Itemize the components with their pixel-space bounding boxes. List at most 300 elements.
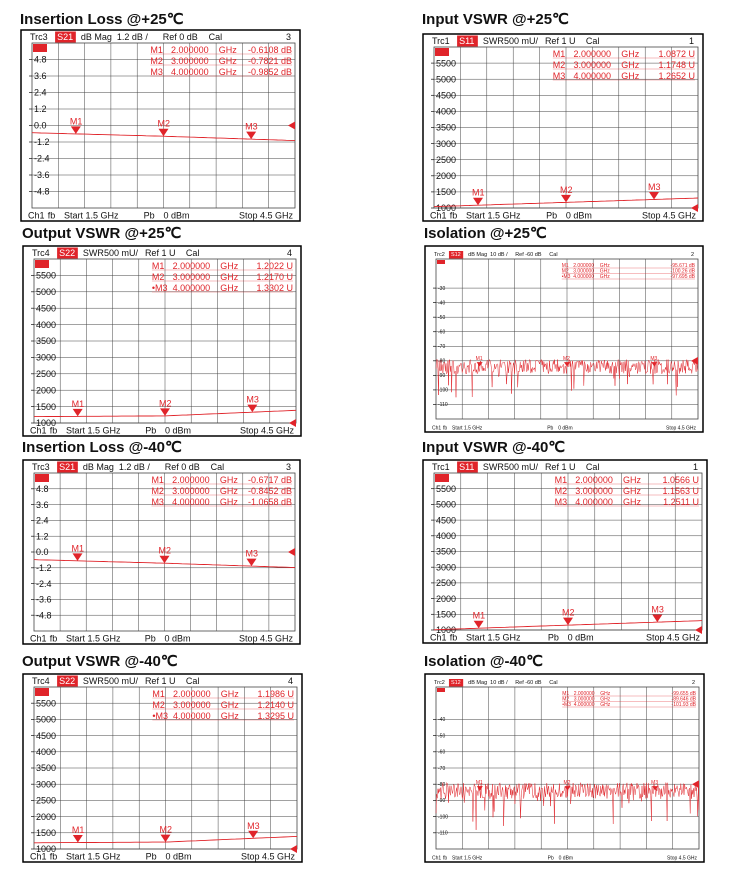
y-tick-label: 3500 [36, 336, 57, 347]
marker-readout-unit: GHz [220, 700, 239, 710]
y-tick-label: -80 [438, 781, 446, 788]
header-field: 10 dB / [490, 252, 508, 258]
vna-chart [22, 673, 303, 863]
marker-readout-name: M3 [552, 71, 566, 81]
y-tick-label: 2500 [36, 795, 57, 806]
marker-readout-name: M2 [151, 486, 164, 496]
marker-readout-unit: GHz [600, 696, 611, 703]
channel-number: 1 [692, 462, 698, 472]
footer-stop: Stop 4.5 GHz [645, 632, 700, 643]
chart-panel [20, 10, 316, 222]
trace-param: S12 [450, 252, 461, 258]
footer-stop: Stop 4.5 GHz [666, 855, 697, 862]
header-field: 500 mU/ [503, 36, 539, 46]
marker-readout-name: M1 [554, 475, 568, 485]
footer-start: Start 1.5 GHz [452, 855, 483, 862]
header-field: Cal [210, 462, 225, 472]
chart-panel [424, 224, 716, 436]
header-field: Ref 1 U [144, 676, 176, 686]
y-tick-label: -1.2 [36, 562, 52, 573]
y-tick-label: 3000 [436, 562, 457, 573]
marker-readout-freq: 3.000000 [172, 486, 210, 496]
y-tick-label: 4500 [436, 90, 457, 101]
marker-readout-value: -0.9852 dB [247, 67, 292, 77]
chart-panel [422, 10, 714, 222]
y-tick-label: 5500 [36, 698, 57, 709]
marker-readout-name: M3 [150, 67, 163, 77]
y-tick-label: -40 [438, 300, 446, 307]
marker-readout-freq: 3.000000 [173, 700, 211, 710]
y-tick-label: 2500 [436, 578, 457, 589]
vna-chart [22, 245, 302, 437]
marker-readout-value: -99.655 dB [671, 691, 696, 697]
marker-readout-freq: 4.000000 [573, 702, 595, 708]
marker-readout-freq: 4.000000 [172, 283, 211, 293]
marker-readout-name: M1 [562, 691, 570, 697]
marker-readout-unit: GHz [623, 475, 641, 485]
y-tick-label: 5000 [436, 499, 457, 510]
footer-power: 0 dBm [558, 855, 574, 862]
chart-title: Output VSWR @-40℃ [22, 653, 178, 670]
header-field: Ref -60 dB [515, 252, 542, 258]
active-trace-badge [33, 44, 47, 52]
marker-readout-unit: GHz [220, 711, 239, 721]
footer-power-label: Pb [547, 855, 554, 862]
footer-power: 0 dBm [565, 210, 592, 221]
y-tick-label: 1500 [36, 401, 57, 412]
header-field: Cal [549, 252, 558, 258]
header-field: Cal [549, 680, 558, 686]
header-field: Trc1 [432, 462, 450, 472]
chart-title: Output VSWR @+25℃ [22, 225, 182, 242]
trace-param: S22 [59, 248, 76, 258]
y-tick-label: 2000 [436, 170, 457, 181]
trace-param: S21 [59, 462, 76, 472]
header-field: Ref 0 dB [164, 462, 200, 472]
marker-readout-unit: GHz [599, 263, 610, 269]
marker-readout-value: -101.93 dB [671, 702, 696, 708]
trace-param: S22 [59, 676, 76, 686]
marker-readout-value: -0.6717 dB [247, 475, 292, 485]
marker-label: M2 [159, 824, 173, 835]
marker-readout-unit: GHz [623, 497, 641, 507]
y-tick-label: 2000 [36, 811, 57, 822]
header-field: Trc2 [434, 680, 445, 686]
marker-readout-unit: GHz [219, 497, 238, 507]
header-field: Trc1 [432, 36, 450, 46]
header-field: Cal [585, 36, 600, 46]
y-tick-label: -4.8 [34, 186, 50, 197]
marker-label: M1 [475, 780, 483, 787]
marker-readout-freq: 3.000000 [575, 486, 613, 496]
footer-power: 0 dBm [164, 633, 191, 644]
marker-readout-name: M2 [554, 486, 568, 496]
channel-number: 4 [287, 676, 293, 686]
y-tick-label: 4500 [36, 303, 57, 314]
y-tick-label: -80 [438, 358, 446, 365]
marker-readout-name: •M3 [562, 702, 571, 708]
footer-channel: Ch1 [30, 851, 47, 862]
y-tick-label: -70 [438, 344, 446, 351]
marker-readout-value: 1.1748 U [658, 60, 695, 70]
chart-title: Input VSWR @-40℃ [422, 439, 566, 456]
footer-channel: Ch1 [30, 633, 47, 644]
chart-title: Isolation @-40℃ [424, 653, 543, 670]
marker-readout-name: M2 [561, 268, 569, 275]
y-tick-label: -2.4 [34, 153, 50, 164]
y-tick-label: -40 [438, 717, 446, 724]
marker-readout-name: M2 [552, 60, 566, 70]
marker-readout-freq: 3.000000 [171, 56, 209, 66]
chart-panel [22, 652, 314, 864]
marker-readout-value: 1.2170 U [256, 272, 293, 282]
marker-readout-freq: 4.000000 [575, 497, 613, 507]
header-field: Trc3 [32, 462, 50, 472]
active-trace-badge [437, 260, 445, 264]
marker-readout-name: M3 [151, 497, 164, 507]
marker-readout-freq: 2.000000 [575, 475, 613, 485]
marker-readout-name: M2 [151, 272, 165, 282]
y-tick-label: 4000 [36, 319, 57, 330]
vna-chart [22, 459, 301, 645]
y-tick-label: -100 [438, 387, 449, 394]
y-tick-label: 4000 [436, 106, 457, 117]
y-tick-label: 3.6 [34, 71, 47, 82]
footer-stop: Stop 4.5 GHz [240, 851, 295, 862]
y-tick-label: 4000 [436, 530, 457, 541]
header-field: dB Mag [468, 252, 488, 258]
footer-stop: Stop 4.5 GHz [665, 425, 696, 432]
marker-label: M3 [650, 356, 658, 363]
header-field: SWR [482, 462, 504, 472]
y-tick-label: -50 [438, 733, 446, 740]
y-tick-label: 0.0 [34, 120, 47, 131]
y-tick-label: -3.6 [34, 170, 50, 181]
chart-title: Insertion Loss @+25℃ [20, 11, 184, 28]
marker-readout-name: M1 [151, 475, 164, 485]
marker-readout-unit: GHz [599, 268, 610, 275]
vna-chart [424, 245, 704, 433]
marker-readout-freq: 2.000000 [172, 261, 211, 271]
y-tick-label: 4000 [36, 746, 57, 757]
footer-mode: fb [49, 425, 58, 436]
marker-label: M3 [245, 121, 258, 132]
footer-channel: Ch1 [432, 425, 442, 432]
chart-panel [424, 652, 716, 864]
y-tick-label: 1000 [436, 203, 457, 214]
marker-readout-freq: 3.000000 [172, 272, 211, 282]
marker-label: M2 [563, 356, 570, 363]
y-tick-label: -90 [438, 373, 446, 380]
footer-channel: Ch1 [28, 210, 45, 221]
y-tick-label: -70 [438, 765, 446, 772]
vna-chart [20, 29, 301, 222]
y-tick-label: 2000 [436, 593, 457, 604]
y-tick-label: -1.2 [34, 137, 50, 148]
chart-panel [22, 224, 312, 440]
marker-label: M3 [247, 820, 260, 831]
footer-power: 0 dBm [163, 210, 190, 221]
marker-readout-name: M2 [152, 700, 165, 710]
chart-panel [422, 438, 718, 646]
footer-start: Start 1.5 GHz [452, 425, 483, 432]
chart-title: Input VSWR @+25℃ [422, 11, 569, 28]
footer-start: Start 1.5 GHz [66, 851, 121, 862]
marker-readout-unit: GHz [621, 49, 640, 59]
marker-label: M2 [563, 780, 571, 787]
channel-number: 4 [286, 248, 292, 258]
marker-label: M1 [71, 543, 85, 554]
channel-number: 3 [285, 462, 291, 472]
marker-readout-value: -1.0658 dB [247, 497, 292, 507]
header-field: Cal [585, 462, 600, 472]
y-tick-label: -100 [438, 814, 449, 821]
y-tick-label: 1500 [436, 609, 457, 620]
channel-number: 2 [691, 680, 695, 686]
marker-readout-freq: 2.000000 [573, 49, 612, 59]
marker-readout-unit: GHz [623, 486, 641, 496]
y-tick-label: 3000 [36, 779, 57, 790]
y-tick-label: 0.0 [36, 547, 49, 558]
marker-readout-name: •M3 [561, 274, 571, 280]
header-field: dB Mag [82, 462, 114, 472]
y-tick-label: 2500 [36, 368, 57, 379]
marker-readout-unit: GHz [220, 272, 239, 282]
footer-mode: fb [449, 210, 458, 221]
marker-readout-value: 1.3302 U [256, 283, 293, 293]
y-tick-label: 5500 [436, 58, 457, 69]
marker-readout-unit: GHz [218, 67, 237, 77]
marker-readout-name: M1 [561, 263, 569, 269]
marker-readout-freq: 3.000000 [573, 268, 595, 275]
y-tick-label: -60 [438, 329, 446, 336]
footer-power-label: Pb [145, 851, 157, 862]
marker-readout-value: 1.0872 U [658, 49, 695, 59]
y-tick-label: -50 [438, 314, 446, 321]
marker-readout-unit: GHz [621, 71, 640, 81]
y-tick-label: 3.6 [36, 499, 49, 510]
footer-channel: Ch1 [30, 425, 47, 436]
marker-readout-unit: GHz [600, 702, 611, 708]
marker-readout-name: M1 [150, 45, 163, 55]
marker-readout-unit: GHz [219, 486, 238, 496]
marker-label: M1 [69, 116, 83, 127]
y-tick-label: 1000 [36, 844, 57, 855]
footer-start: Start 1.5 GHz [64, 210, 119, 221]
active-trace-badge [35, 474, 49, 482]
marker-readout-value: -97.695 dB [670, 274, 695, 280]
marker-readout-unit: GHz [220, 689, 239, 699]
marker-readout-value: 1.2140 U [257, 700, 294, 710]
y-tick-label: -110 [438, 830, 448, 837]
marker-label: M3 [648, 181, 661, 192]
header-field: Trc4 [32, 676, 50, 686]
footer-power: 0 dBm [165, 851, 192, 862]
y-tick-label: 3500 [36, 763, 57, 774]
footer-channel: Ch1 [430, 632, 447, 643]
channel-number: 2 [690, 252, 694, 258]
y-tick-label: 1500 [436, 187, 457, 198]
header-field: dB Mag [468, 680, 488, 686]
y-tick-label: 5500 [436, 483, 457, 494]
marker-label: M2 [560, 184, 573, 195]
header-field: Cal [185, 248, 200, 258]
header-field: SWR [82, 248, 104, 258]
marker-readout-value: 1.3295 U [257, 711, 294, 721]
marker-label: M1 [472, 610, 486, 621]
active-trace-badge [435, 474, 449, 482]
marker-readout-freq: 2.000000 [173, 689, 211, 699]
marker-readout-freq: 4.000000 [173, 711, 211, 721]
footer-channel: Ch1 [430, 210, 447, 221]
footer-start: Start 1.5 GHz [66, 425, 121, 436]
marker-label: M2 [157, 118, 171, 129]
marker-label: M1 [472, 187, 485, 198]
marker-readout-value: 1.1563 U [662, 486, 699, 496]
header-field: Trc4 [32, 248, 50, 258]
header-field: 1.2 dB / [116, 32, 148, 42]
header-field: SWR [82, 676, 104, 686]
marker-readout-value: -89.646 dB [671, 696, 696, 703]
channel-number: 3 [285, 32, 291, 42]
marker-readout-value: -95.671 dB [670, 263, 695, 269]
y-tick-label: -2.4 [36, 578, 52, 589]
active-trace-badge [435, 48, 449, 56]
footer-stop: Stop 4.5 GHz [238, 633, 293, 644]
marker-readout-freq: 2.000000 [171, 45, 209, 55]
trace-param: S11 [459, 462, 475, 472]
marker-readout-value: 1.2511 U [663, 497, 699, 507]
footer-mode: fb [49, 851, 58, 862]
marker-label: M1 [71, 825, 85, 836]
header-field: Cal [208, 32, 223, 42]
y-tick-label: 4500 [36, 730, 57, 741]
y-tick-label: 3500 [436, 122, 457, 133]
footer-power-label: Pb [143, 210, 155, 221]
header-field: Ref 1 U [144, 248, 176, 258]
marker-label: M2 [159, 398, 172, 409]
footer-stop: Stop 4.5 GHz [239, 425, 294, 436]
header-field: 500 mU/ [103, 676, 139, 686]
footer-power: 0 dBm [558, 425, 573, 432]
y-tick-label: 1000 [36, 418, 57, 429]
active-trace-badge [437, 688, 445, 692]
marker-readout-name: •M3 [151, 283, 168, 293]
y-tick-label: 4.8 [34, 54, 47, 65]
footer-mode: fb [443, 855, 448, 862]
header-field: Trc2 [434, 252, 445, 258]
y-tick-label: 4.8 [36, 483, 49, 494]
y-tick-label: 5500 [36, 270, 57, 281]
footer-power-label: Pb [144, 633, 156, 644]
y-tick-label: 4500 [436, 515, 457, 526]
marker-label: M3 [651, 604, 664, 615]
marker-label: M2 [562, 607, 575, 618]
marker-readout-name: M2 [150, 56, 163, 66]
marker-readout-unit: GHz [218, 45, 237, 55]
header-field: SWR [482, 36, 504, 46]
y-tick-label: 5000 [36, 714, 57, 725]
marker-label: M3 [245, 548, 259, 559]
y-tick-label: 2500 [436, 154, 457, 165]
vna-chart [422, 459, 708, 644]
y-tick-label: -60 [438, 749, 446, 756]
y-tick-label: 1.2 [36, 531, 49, 542]
footer-power-label: Pb [547, 425, 554, 432]
y-tick-label: 2000 [36, 385, 57, 396]
header-field: Ref 1 U [544, 462, 576, 472]
marker-readout-unit: GHz [621, 60, 640, 70]
trace-param: S11 [459, 36, 475, 46]
marker-label: M2 [158, 545, 172, 556]
vna-chart [422, 33, 704, 222]
footer-mode: fb [47, 210, 56, 221]
marker-readout-freq: 3.000000 [573, 696, 595, 703]
marker-readout-name: M1 [152, 689, 165, 699]
marker-readout-freq: 3.000000 [573, 60, 612, 70]
trace-param: S21 [57, 32, 74, 42]
marker-label: M3 [651, 780, 659, 787]
marker-label: M1 [475, 356, 483, 363]
y-tick-label: 3000 [36, 352, 57, 363]
footer-start: Start 1.5 GHz [66, 633, 121, 644]
chart-panel [22, 438, 312, 646]
marker-readout-freq: 2.000000 [573, 691, 595, 697]
active-trace-badge [35, 260, 49, 268]
header-field: 1.2 dB / [118, 462, 150, 472]
marker-readout-freq: 4.000000 [573, 274, 595, 280]
chart-title: Insertion Loss @-40℃ [22, 439, 182, 456]
header-field: Ref -60 dB [515, 680, 542, 686]
y-tick-label: -110 [438, 402, 448, 409]
y-tick-label: 5000 [436, 74, 457, 85]
y-tick-label: 5000 [36, 286, 57, 297]
marker-readout-freq: 4.000000 [172, 497, 210, 507]
marker-readout-unit: GHz [218, 56, 237, 66]
header-field: 500 mU/ [503, 462, 539, 472]
header-field: 500 mU/ [103, 248, 139, 258]
y-tick-label: -4.8 [36, 610, 52, 621]
marker-readout-name: M1 [552, 49, 566, 59]
marker-readout-value: 1.1986 U [257, 689, 294, 699]
footer-start: Start 1.5 GHz [466, 210, 521, 221]
marker-readout-freq: 4.000000 [171, 67, 209, 77]
footer-mode: fb [49, 633, 58, 644]
y-tick-label: 2.4 [34, 87, 47, 98]
footer-power: 0 dBm [567, 632, 594, 643]
header-field: Ref 0 dB [162, 32, 198, 42]
marker-readout-value: 1.2652 U [658, 71, 695, 81]
marker-readout-name: •M3 [152, 711, 169, 721]
y-tick-label: 1000 [436, 625, 457, 636]
footer-power-label: Pb [546, 210, 558, 221]
marker-readout-value: 1.0566 U [662, 475, 699, 485]
marker-readout-unit: GHz [600, 691, 611, 697]
marker-readout-unit: GHz [599, 274, 610, 280]
marker-readout-freq: 2.000000 [172, 475, 210, 485]
marker-readout-name: M3 [554, 497, 568, 507]
chart-title: Isolation @+25℃ [424, 225, 547, 242]
footer-power-label: Pb [145, 425, 157, 436]
marker-readout-value: -0.7821 dB [247, 56, 292, 66]
channel-number: 1 [688, 36, 694, 46]
footer-stop: Stop 4.5 GHz [238, 210, 293, 221]
marker-readout-name: M1 [151, 261, 165, 271]
footer-start: Start 1.5 GHz [466, 632, 521, 643]
footer-stop: Stop 4.5 GHz [641, 210, 696, 221]
marker-readout-unit: GHz [219, 475, 238, 485]
marker-label: M1 [71, 398, 85, 409]
